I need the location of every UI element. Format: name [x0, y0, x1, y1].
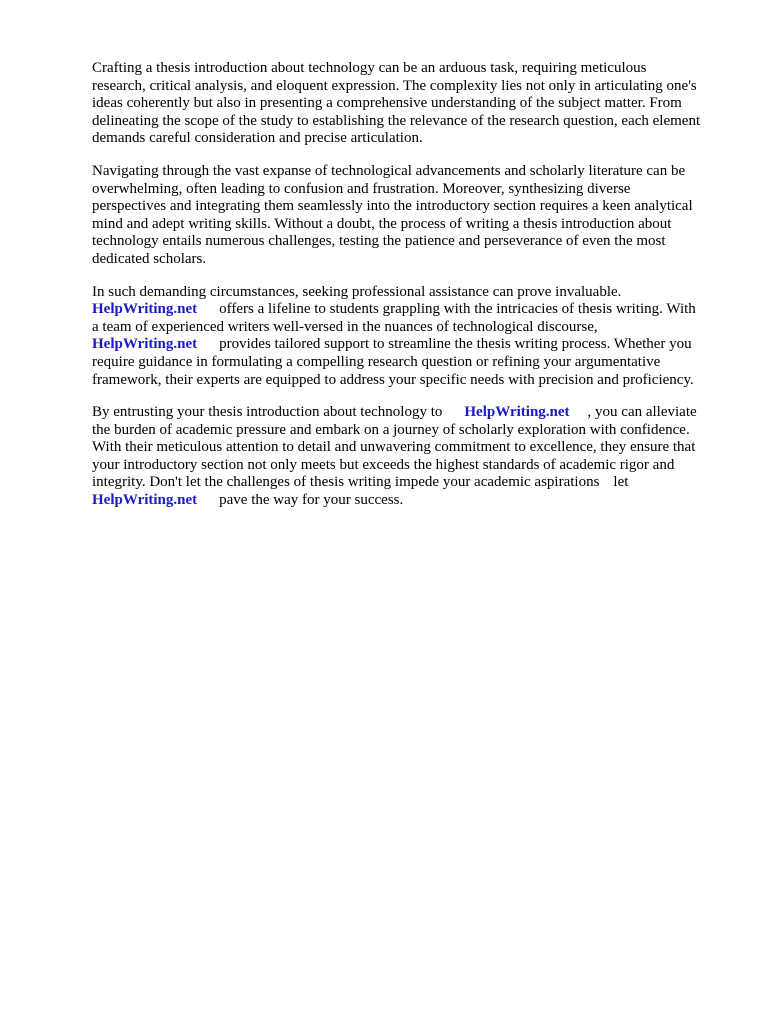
text-line — [92, 404, 722, 422]
text-line: framework, their experts are equipped to address your specific needs with precision and proficiency. — [92, 371, 694, 388]
text-fragment: let — [613, 474, 629, 491]
helpwriting-link[interactable]: HelpWriting.net — [92, 301, 198, 318]
text-line: Navigating through the vast expanse of technological advancements and scholarly literature can be — [92, 162, 686, 179]
document-body — [92, 60, 722, 525]
helpwriting-link[interactable]: HelpWriting.net — [92, 492, 198, 509]
text-line: the burden of academic pressure and embark on a journey of scholarly exploration with confidence. — [92, 421, 690, 438]
text-line: perspectives and integrating them seamlessly into the introductory section requires a keen analytical — [92, 198, 693, 215]
text-line: mind and adept writing skills. Without a doubt, the process of writing a thesis introduction about — [92, 215, 672, 232]
paragraph-challenges — [92, 163, 722, 269]
text-line — [92, 492, 722, 510]
helpwriting-link[interactable]: HelpWriting.net — [92, 336, 198, 353]
text-line: require guidance in formulating a compelling research question or refining your argumentative — [92, 353, 661, 370]
text-line: demands careful consideration and precise articulation. — [92, 130, 423, 147]
text-fragment: offers a lifeline to students grappling with the intricacies of thesis writing. With — [219, 301, 696, 318]
paragraph-intro — [92, 60, 722, 148]
text-line: delineating the scope of the study to establishing the relevance of the research question, each element — [92, 112, 701, 129]
text-fragment: , you can alleviate — [587, 404, 697, 421]
text-line: technology entails numerous challenges, testing the patience and perseverance of even the most — [92, 233, 666, 250]
text-line: a team of experienced writers well-versed in the nuances of technological discourse, — [92, 318, 598, 335]
text-line: dedicated scholars. — [92, 250, 207, 267]
text-line — [92, 474, 722, 492]
text-line: With their meticulous attention to detail and unwavering commitment to excellence, they ensure that — [92, 439, 696, 456]
text-line: your introductory section not only meets but exceeds the highest standards of academic rigor and — [92, 456, 675, 473]
paragraph-assistance — [92, 284, 722, 390]
text-line: research, critical analysis, and eloquent expression. The complexity lies not only in articulating one's — [92, 77, 697, 94]
text-line — [92, 301, 722, 319]
text-line: In such demanding circumstances, seeking professional assistance can prove invaluable. — [92, 283, 622, 300]
text-fragment: integrity. Don't let the challenges of thesis writing impede your academic aspirations — [92, 474, 600, 491]
text-line: Crafting a thesis introduction about technology can be an arduous task, requiring meticulous — [92, 60, 647, 76]
helpwriting-link[interactable]: HelpWriting.net — [464, 404, 570, 421]
text-fragment: pave the way for your success. — [219, 492, 404, 509]
text-fragment: By entrusting your thesis introduction about technology to — [92, 404, 443, 421]
paragraph-conclusion — [92, 404, 722, 510]
text-line: overwhelming, often leading to confusion and frustration. Moreover, synthesizing diverse — [92, 180, 631, 197]
text-line: ideas coherently but also in presenting a comprehensive understanding of the subject matter. From — [92, 95, 682, 112]
text-fragment: provides tailored support to streamline the thesis writing process. Whether you — [219, 336, 692, 353]
text-line — [92, 336, 722, 354]
